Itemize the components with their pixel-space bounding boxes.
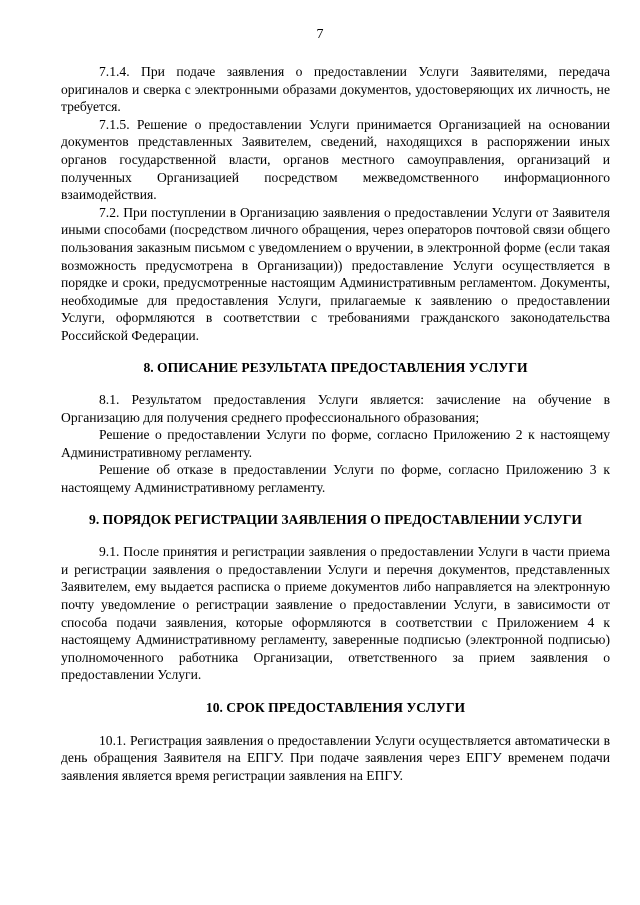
page-number: 7 <box>316 27 324 42</box>
document-body <box>61 63 610 784</box>
paragraph-7-2: 7.2. При поступлении в Организацию заявления о предоставлении Услуги от Заявителя иными способами (посредством личного обращения, через операторов почтовой связи общего пользования заказным письмом с уведомлением о вручении, в электронной форме (если такая возможность предусмотрена в Организации)) предоставление Услуги осуществляется в порядке и сроки, предусмотренные настоящим Административным регламентом. Документы, необходимые для предоставления Услуги, прилагаемые к заявлению о предоставлении Услуги, оформляются в соответствии с требованиями гражданского законодательства Российской Федерации. <box>61 204 610 343</box>
paragraph-8-1-decision: Решение о предоставлении Услуги по форме, согласно Приложению 2 к настоящему Административному регламенту. <box>61 427 610 460</box>
section-8-heading: 8. ОПИСАНИЕ РЕЗУЛЬТАТА ПРЕДОСТАВЛЕНИЯ УСЛУГИ <box>143 359 528 375</box>
paragraph-8-1-refusal: Решение об отказе в предоставлении Услуги по форме, согласно Приложению 3 к настоящему Административному регламенту. <box>61 462 610 496</box>
paragraph-10-1: 10.1. Регистрация заявления о предоставлении Услуги осуществляется автоматически в день обращения Заявителя на ЕПГУ. При подаче заявления через ЕПГУ временем подачи заявления является время регистрации заявления на ЕПГУ. <box>61 732 610 783</box>
section-9-heading: 9. ПОРЯДОК РЕГИСТРАЦИИ ЗАЯВЛЕНИЯ О ПРЕДОСТАВЛЕНИИ УСЛУГИ <box>89 511 582 527</box>
paragraph-9-1: 9.1. После принятия и регистрации заявления о предоставлении Услуги в части приема и регистрации заявления о предоставлении Услуги и перечня документов, представленных Заявителем, ему выдается расписка о приеме документов либо направляется на электронную почту уведомление о регистрации заявление о предоставлении Услуги, в зависимости от способа подачи заявления, которые оформляются в соответствии с Приложением 4 к настоящему Административному регламенту, заверенные подписью (электронной подписью) уполномоченного работника Организации, ответственного за прием заявления о предоставлении Услуги. <box>61 544 610 683</box>
section-10-heading: 10. СРОК ПРЕДОСТАВЛЕНИЯ УСЛУГИ <box>205 700 466 715</box>
paragraph-7-1-5: 7.1.5. Решение о предоставлении Услуги принимается Организацией на основании документов представленных Заявителем, сведений, находящихся в распоряжении иных органов государственной власти, органов местного самоуправления, организаций и полученных Организацией посредством межведомственного информационного взаимодействия. <box>61 116 610 203</box>
paragraph-8-1: 8.1. Результатом предоставления Услуги является: зачисление на обучение в Организацию для получения среднего профессионального образования; <box>61 392 610 425</box>
paragraph-7-1-4: 7.1.4. При подаче заявления о предоставлении Услуги Заявителями, передача оригиналов и сверка с электронными образами документов, удостоверяющих их личность, не требуется. <box>61 64 610 115</box>
